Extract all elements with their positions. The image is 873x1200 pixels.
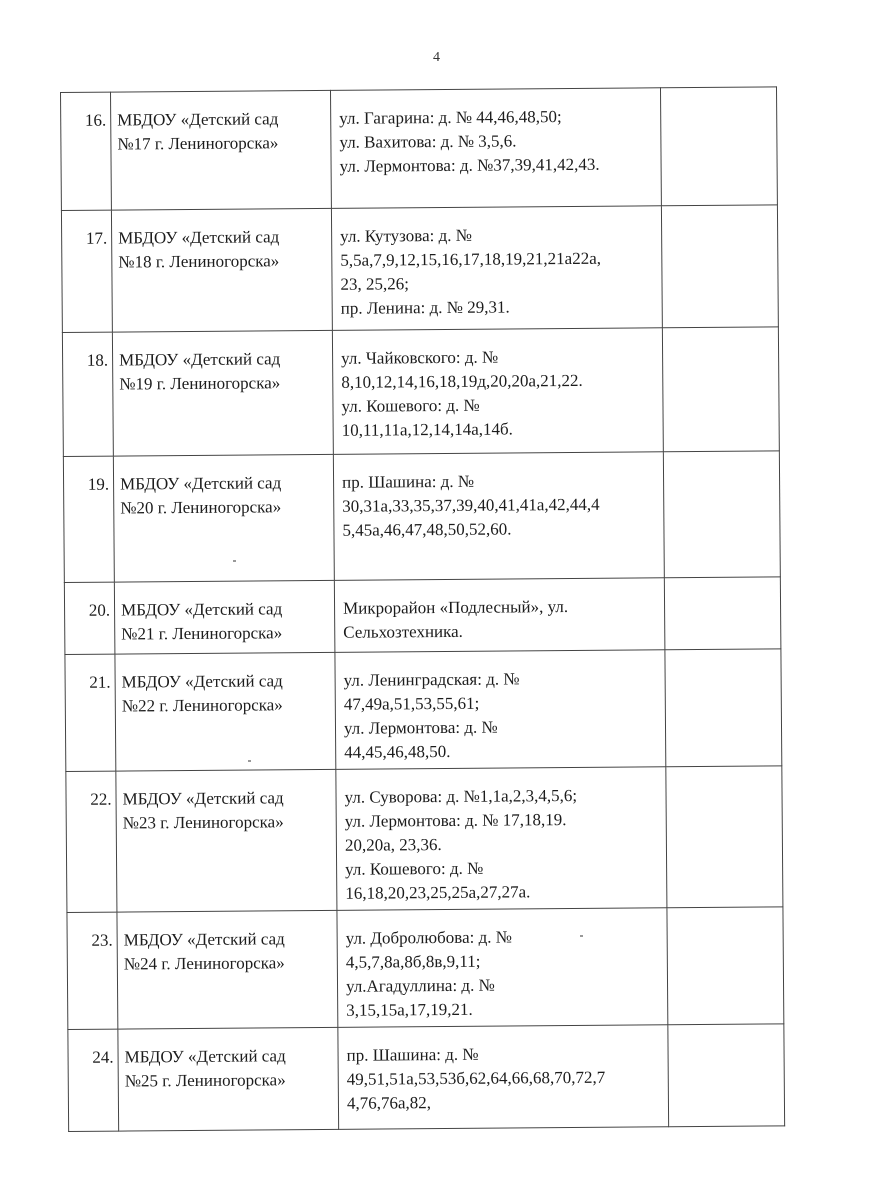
extra-cell <box>665 649 782 767</box>
extra-cell <box>664 577 781 650</box>
extra-cell <box>663 451 780 578</box>
row-number: 22. <box>66 771 117 912</box>
table-row <box>62 327 779 457</box>
table-row <box>65 649 782 772</box>
extra-cell <box>660 87 777 206</box>
row-number: 17. <box>61 210 112 332</box>
assigned-addresses: пр. Шашина: д. № 30,31а,33,35,37,39,40,41,41а,42,44,4 5,45а,46,47,48,50,52,60. <box>333 452 664 581</box>
scan-speck <box>580 935 583 937</box>
assigned-addresses: пр. Шашина: д. № 49,51,51а,53,53б,62,64,66,68,70,72,7 4,76,76а,82, <box>338 1025 669 1130</box>
institution-name: МБДОУ «Детский сад №21 г. Лениногорска» <box>114 580 335 654</box>
scan-speck <box>248 760 251 762</box>
row-number: 20. <box>64 582 115 654</box>
institution-name: МБДОУ «Детский сад №24 г. Лениногорска» <box>117 910 338 1029</box>
institution-name: МБДОУ «Детский сад №19 г. Лениногорска» <box>112 330 333 456</box>
assigned-addresses: ул. Чайковского: д. № 8,10,12,14,16,18,19д,20,20а,21,22. ул. Кошевого: д. № 10,11,11а,12,14,14а,14б. <box>332 328 663 455</box>
table-row <box>61 87 778 211</box>
extra-cell <box>662 327 779 452</box>
page-number: 4 <box>433 50 440 65</box>
institution-name: МБДОУ «Детский сад №25 г. Лениногорска» <box>118 1027 339 1131</box>
table-row <box>64 577 781 655</box>
extra-cell <box>661 205 778 328</box>
table-row <box>66 766 783 913</box>
extra-cell <box>668 1024 785 1127</box>
row-number: 24. <box>68 1029 119 1131</box>
row-number: 21. <box>65 654 116 771</box>
assigned-addresses: Микрорайон «Подлесный», ул. Сельхозтехника. <box>334 578 665 653</box>
extra-cell <box>666 766 783 908</box>
institution-name: МБДОУ «Детский сад №18 г. Лениногорска» <box>111 208 332 332</box>
kindergarten-address-table <box>60 86 785 1132</box>
assigned-addresses: ул. Суворова: д. №1,1а,2,3,4,5,6; ул. Лермонтова: д. № 17,18,19. 20,20а, 23,36. ул. Кошевого: д. № 16,18,20,23,25,25а,27,27а. <box>336 767 667 911</box>
assigned-addresses: ул. Добролюбова: д. № 4,5,7,8а,8б,8в,9,11; ул.Агадуллина: д. № 3,15,15а,17,19,21. <box>337 908 668 1028</box>
row-number: 19. <box>63 456 114 582</box>
institution-name: МБДОУ «Детский сад №20 г. Лениногорска» <box>113 454 334 582</box>
institution-name: МБДОУ «Детский сад №17 г. Лениногорска» <box>111 90 332 210</box>
row-number: 18. <box>62 332 113 456</box>
table-row <box>68 1024 785 1132</box>
institution-name: МБДОУ «Детский сад №22 г. Лениногорска» <box>115 652 336 771</box>
table-row <box>63 451 780 583</box>
table-row <box>67 907 784 1030</box>
scan-speck <box>233 560 236 562</box>
row-number: 16. <box>61 92 112 210</box>
extra-cell <box>667 907 784 1025</box>
assigned-addresses: ул. Гагарина: д. № 44,46,48,50; ул. Вахитова: д. № 3,5,6. ул. Лермонтова: д. №37,39,41,42,43. <box>330 88 661 209</box>
table-row <box>61 205 778 333</box>
row-number: 23. <box>67 912 118 1029</box>
institution-name: МБДОУ «Детский сад №23 г. Лениногорска» <box>116 769 337 912</box>
assigned-addresses: ул. Кутузова: д. № 5,5а,7,9,12,15,16,17,18,19,21,21а22а, 23, 25,26; пр. Ленина: д. № 29,31. <box>331 206 662 331</box>
assigned-addresses: ул. Ленинградская: д. № 47,49а,51,53,55,61; ул. Лермонтова: д. № 44,45,46,48,50. <box>335 650 666 770</box>
